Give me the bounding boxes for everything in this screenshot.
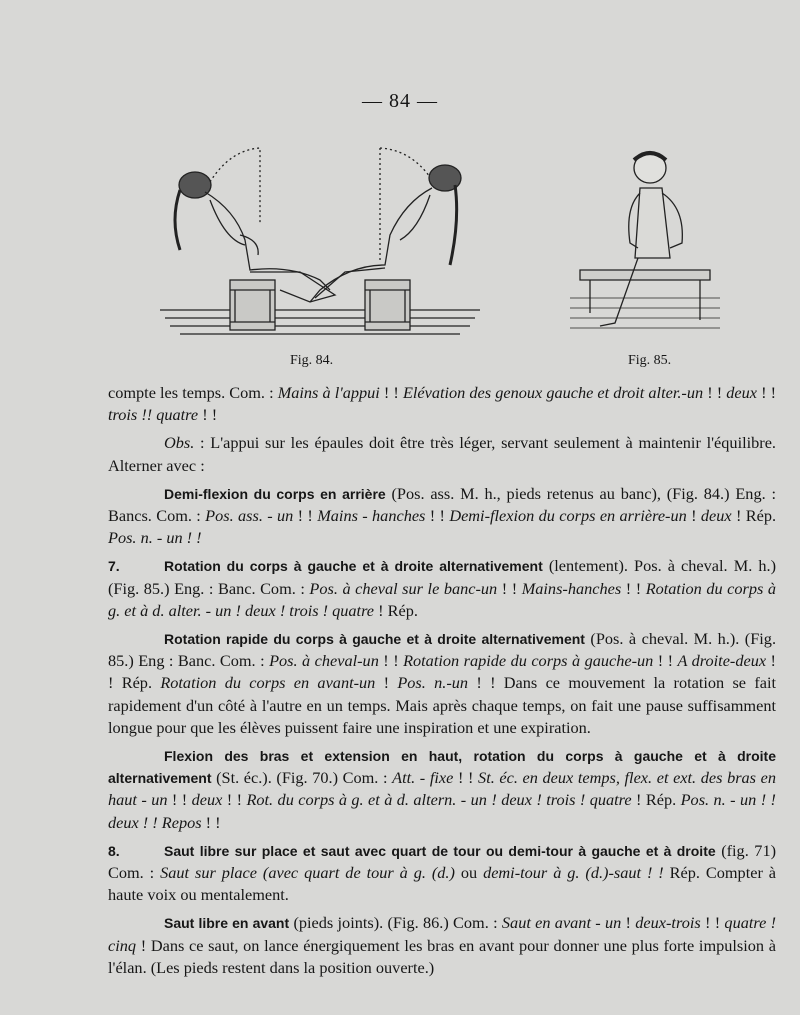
paragraph-1: compte les temps. Com. : Mains à l'appui ! ! Elévation des genoux gauche et droit alter.-un ! ! deux ! ! trois !! quatre ! ! [108, 383, 777, 425]
paragraph-demi-flexion: Demi-flexion du corps en arrière (Pos. ass. M. h., pieds retenus au banc), (Fig. 84.) Eng. : Bancs. Com. : Pos. ass. - un ! ! Mains - hanches ! ! Demi-flexion du corps en arrière-un ! deux ! Rép. Pos. n. - un ! ! [108, 483, 777, 548]
body-text [108, 382, 776, 985]
figure-85-caption: Fig. 85. [628, 353, 672, 368]
figure-84-illustration [150, 140, 490, 352]
paragraph-7-rotation: 7. Rotation du corps à gauche et à droite alternativement (lentement). Pos. à cheval. M. h.) (Fig. 85.) Eng. : Banc. Com. : Pos. à cheval sur le banc-un ! ! Mains-hanches ! ! Rotation du corps à g. et à d. alter. - un ! deux ! trois ! quatre ! Rép. [108, 556, 777, 620]
paragraph-obs: Obs. : L'appui sur les épaules doit être très léger, servant seulement à maintenir l'équilibre. Alterner avec : [108, 433, 776, 475]
paragraph-flexion-bras: Flexion des bras et extension en haut, rotation du corps à gauche et à droite alternativement (St. éc.). (Fig. 70.) Com. : Att. - fixe ! ! St. éc. en deux temps, flex. et ext. des bras en haut - un ! ! deux ! ! Rot. du corps à g. et à d. altern. - un ! deux ! trois ! quatre ! Rép. Pos. n. - un ! ! deux ! ! Repos ! ! [108, 748, 777, 832]
paragraph-saut-en-avant: Saut libre en avant (pieds joints). (Fig. 86.) Com. : Saut en avant - un ! deux-trois ! ! quatre ! cinq ! Dans ce saut, on lance énergiquement les bras en avant pour donner une plus forte impulsion à l'élan. (Les pieds restent dans la position ouverte.) [108, 913, 777, 977]
figure-85-illustration [570, 148, 720, 343]
figure-84-caption: Fig. 84. [290, 353, 334, 368]
paragraph-rotation-rapide: Rotation rapide du corps à gauche et à droite alternativement (Pos. à cheval. M. h.). (Fig. 85.) Eng : Banc. Com. : Pos. à cheval-un ! ! Rotation rapide du corps à gauche-un ! ! A droite-deux ! ! Rép. Rotation du corps en avant-un ! Pos. n.-un ! ! Dans ce mouvement la rotation se fait rapidement d'un côté à l'autre en un temps. Mais après chaque temps, on fait une pause suffisamment longue pour que les élèves puissent faire une inspiration et une expiration. [108, 629, 777, 737]
paragraph-8-saut: 8. Saut libre sur place et saut avec quart de tour ou demi-tour à gauche et à droite (fig. 71) Com. : Saut sur place (avec quart de tour à g. (d.) ou demi-tour à g. (d.)-saut ! ! Rép. Compter à haute voix ou mentalement. [108, 840, 777, 905]
page-number: — 84 — [362, 90, 438, 112]
